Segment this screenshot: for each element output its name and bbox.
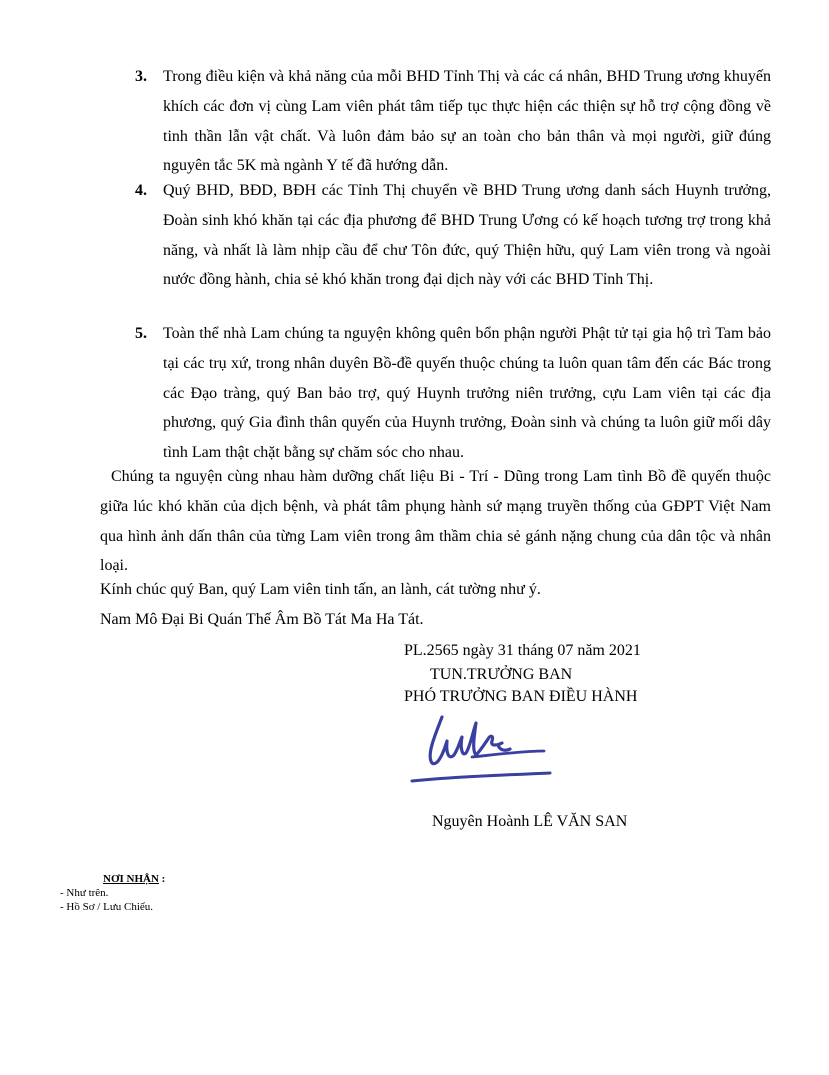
item-text: Trong điều kiện và khả năng của mỗi BHD Tỉnh Thị và các cá nhân, BHD Trung ương khuyến khích các đơn vị cùng Lam viên phát tâm tiếp tục thực hiện các thiện sự hỗ trợ cộng đồng về tinh thần lẫn vật chất. Và luôn đảm bảo sự an toàn cho bản thân và mọi người, giữ đúng nguyên tắc 5K mà ngành Y tế đã hướng dẫn.: [163, 68, 771, 175]
recipient-entry: - Hồ Sơ / Lưu Chiểu.: [60, 901, 154, 913]
recipients-colon: :: [161, 873, 166, 885]
recipients-section: [60, 872, 165, 914]
list-item-4: [135, 176, 771, 295]
date-line: PL.2565 ngày 31 tháng 07 năm 2021: [404, 642, 641, 659]
item-text: Toàn thể nhà Lam chúng ta nguyện không quên bổn phận người Phật tử tại gia hộ trì Tam bảo tại các trụ xứ, trong nhân duyên Bồ-đề quyến thuộc chúng ta luôn quan tâm đến các Bác trong các Đạo tràng, quý Ban bảo trợ, quý Huynh trưởng niên trưởng, cựu Lam viên tại các địa phương, quý Gia đình thân quyến của Huynh trưởng, Đoàn sinh và chúng ta luôn giữ mối dây tình Lam thật chặt bằng sự chăm sóc cho nhau.: [163, 325, 771, 462]
item-number: 3.: [135, 68, 147, 85]
recipient-entry: - Như trên.: [60, 887, 109, 899]
item-text: Quý BHD, BĐD, BĐH các Tỉnh Thị chuyển về BHD Trung ương danh sách Huynh trưởng, Đoàn sinh khó khăn tại các địa phương để BHD Trung Ương có kế hoạch tương trợ trong khả năng, và nhất là làm nhịp cầu để chư Tôn đức, quý Thiện hữu, quý Lam viên trong và ngoài nước đồng hành, chia sẻ khó khăn trong đại dịch này với các BHD Tỉnh Thị.: [163, 182, 771, 289]
recipients-title: NƠI NHẬN: [103, 873, 159, 885]
item-number: 5.: [135, 325, 147, 342]
greeting-line: Kính chúc quý Ban, quý Lam viên tinh tấn, an lành, cát tường như ý.: [100, 581, 541, 598]
signer-name: Nguyên Hoành LÊ VĂN SAN: [432, 813, 628, 830]
list-item-3: [135, 62, 771, 181]
signature-image: [402, 705, 552, 787]
closing-paragraph: Chúng ta nguyện cùng nhau hàm dưỡng chất liệu Bi - Trí - Dũng trong Lam tình Bồ đề quyến thuộc giữa lúc khó khăn của dịch bệnh, và phát tâm phụng hành sứ mạng truyền thống của GĐPT Việt Nam qua hình ảnh dấn thân của từng Lam viên trong âm thầm chia sẻ gánh nặng chung của dân tộc và nhân loại.: [100, 468, 771, 575]
role-line-1: TUN.TRƯỞNG BAN: [430, 666, 573, 683]
list-item-5: [135, 319, 771, 468]
role-line-2: PHÓ TRƯỞNG BAN ĐIỀU HÀNH: [404, 688, 638, 705]
item-number: 4.: [135, 182, 147, 199]
invocation-line: Nam Mô Đại Bi Quán Thế Âm Bồ Tát Ma Ha Tát.: [100, 611, 424, 628]
